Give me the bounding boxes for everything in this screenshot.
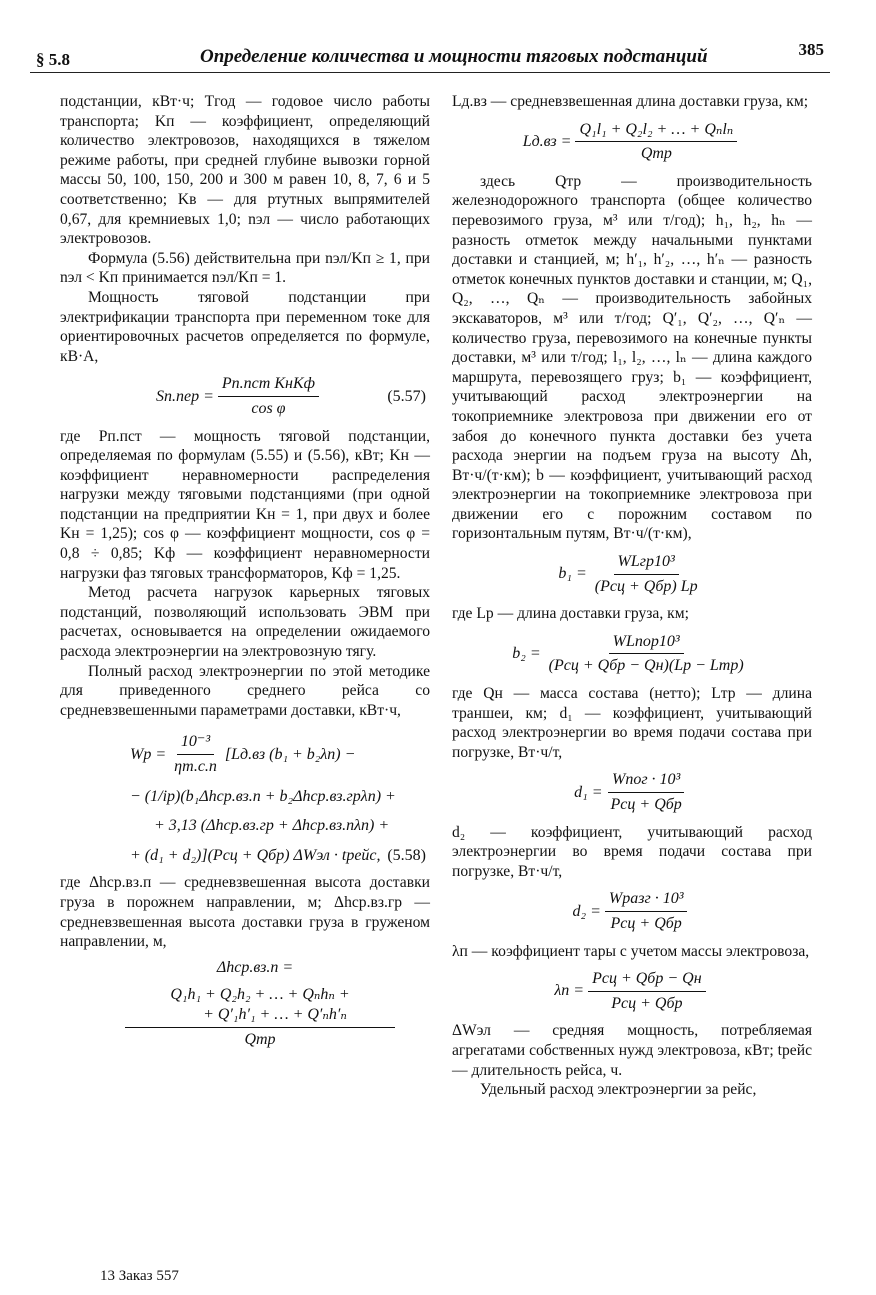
fraction — [545, 632, 748, 676]
equation-number: (5.57) — [387, 387, 426, 405]
denominator: ηт.с.п — [174, 758, 217, 775]
equation-5-57 — [60, 374, 430, 418]
numerator: WLпор10³ — [609, 632, 684, 655]
fraction — [60, 985, 430, 1049]
paragraph: Полный расход электроэнергии по этой методике для приведенного среднего рейса со средневзвешенными параметрами доставки, кВт·ч, — [60, 662, 430, 719]
fraction — [170, 732, 221, 776]
equation-term: + (d₁ + d₂)](Pсц + Qбр) ΔWэл · tрейс, — [130, 846, 381, 864]
paragraph: подстанции, кВт·ч; Tгод — годовое число работы транспорта; Kп — коэффициент, определяющий количество электровозов, находящихся в тяжелом режиме работы, при средней глубине вывозки горной массы 50, 100, 150, 200 и 300 м равен 10, 8, 7, 6 и 5 соответственно; Kв — для ртутных выпрямителей 0,67, для кремниевых 1,0; nэл — число работающих электровозов. — [60, 93, 430, 248]
fraction — [605, 889, 688, 933]
equation-b2 — [452, 632, 812, 676]
equation-lhs: d₂ = — [572, 902, 601, 920]
equation-delta-h — [60, 958, 430, 1049]
fraction — [575, 120, 737, 164]
equation-line: − (1/iр)(b₁Δhср.вз.п + b₂Δhср.вз.грλп) + — [130, 787, 396, 805]
numerator-line: Q₁h₁ + Q₂h₂ + … + Qₙhₙ + — [170, 986, 350, 1004]
equation-lambda — [452, 969, 812, 1013]
denominator: Pсц + Qбр — [611, 994, 683, 1012]
numerator: Q₁l₁ + Q₂l₂ + … + Qₙlₙ — [575, 120, 737, 143]
numerator: Wразг · 10³ — [605, 889, 688, 912]
equation-number: (5.58) — [387, 846, 426, 864]
equation-term: [Lд.вз (b₁ + b₂λп) − — [224, 745, 356, 763]
numerator-line: + Q′₁h′₁ + … + Q′ₙh′ₙ — [203, 1005, 347, 1023]
denominator: Qтр — [244, 1030, 276, 1048]
numerator: Pсц + Qбр − Qн — [588, 969, 706, 992]
header-title: Определение количества и мощности тяговых подстанций — [200, 46, 708, 67]
paragraph: где Lр — длина доставки груза, км; — [452, 605, 689, 623]
page-footer: 13 Заказ 557 — [100, 1268, 179, 1284]
denominator: cos φ — [251, 399, 286, 417]
equation-line — [130, 846, 430, 866]
equation-lhs: Sп.пер = — [156, 387, 214, 405]
page-number: 385 — [798, 40, 824, 59]
running-header — [30, 30, 830, 73]
denominator: Pсц + Qбр — [610, 796, 682, 813]
equation-L — [452, 120, 812, 164]
denominator: (Pсц + Qбр − Qн)(Lр − Lтр) — [548, 657, 744, 675]
equation-lhs: Lд.вз = — [522, 132, 572, 150]
equation-lhs: Wр = — [130, 745, 167, 763]
numerator: WLгр10³ — [614, 552, 679, 575]
left-column — [60, 92, 430, 1049]
numerator: Wпог · 10³ — [608, 770, 684, 793]
paragraph: d₂ — коэффициент, учитывающий расход электроэнергии во время подачи состава при погрузке, Вт·ч/т, — [452, 823, 812, 880]
equation-5-58 — [130, 732, 430, 865]
denominator: Pсц + Qбр — [610, 914, 682, 932]
denominator: Qтр — [640, 145, 672, 163]
fraction — [591, 552, 702, 596]
fraction — [218, 374, 319, 418]
section-number: § 5.8 — [36, 50, 70, 69]
fraction-bar — [125, 1027, 395, 1028]
paragraph: Удельный расход электроэнергии за рейс, — [480, 1081, 757, 1099]
equation-d2 — [452, 889, 812, 933]
paragraph: где Pп.пст — мощность тяговой подстанции, определяемая по формулам (5.55) и (5.56), кВт; Kн — коэффициент неравномерности распределения нагрузки между тяговыми подстанциями (при одной подстанции на предприятии Kн = 1, при двух и более Kн = 1,25); cos φ — коэффициент мощности, cos φ = 0,8 ÷ 0,85; Kф — коэффициент неравномерности нагрузки фаз тяговых трансформаторов, Kф = 1,25. — [60, 427, 430, 582]
paragraph: Формула (5.56) действительна при nэл/Kп ≥ 1, при nэл < Kп принимается nэл/Kп = 1. — [60, 249, 430, 287]
paragraph: Метод расчета нагрузок карьерных тяговых подстанций, позволяющий использовать ЭВМ при расчетах, основывается на определении ожидаемого расхода электроэнергии на электровозную тягу. — [60, 584, 430, 661]
numerator: Pп.пст KнKф — [218, 374, 319, 397]
paragraph: Мощность тяговой подстанции при электрификации транспорта при переменном токе для ориентировочных расчетов определяется по формуле, кВ·А, — [60, 288, 430, 365]
equation-lhs: Δhср.вз.п = — [216, 958, 294, 976]
equation-d1 — [452, 770, 812, 814]
paragraph: где Qн — масса состава (нетто); Lтр — длина траншеи, км; d₁ — коэффициент, учитывающий расход электроэнергии во время подачи состава при погрузке, Вт·ч/т, — [452, 685, 812, 761]
numerator: 10⁻³ — [177, 732, 214, 755]
paragraph: λп — коэффициент тары с учетом массы электровоза, — [452, 942, 810, 960]
denominator: (Pсц + Qбр) Lр — [594, 577, 698, 595]
fraction — [607, 770, 686, 814]
equation-line — [130, 732, 430, 776]
equation-lhs: b₂ = — [512, 645, 541, 663]
fraction — [588, 969, 706, 1013]
paragraph: здесь Qтр — производительность железнодорожного транспорта (общее количество перевозимого груза, м³ или т/год); h₁, h₂, hₙ — разность отметок между начальными пунктами доставки и станцией, м; h′₁, h′₂, …, h′ₙ — разность отметок конечных пунктов доставки и станции, м; Q₁, Q₂, …, Qₙ — производительность забойных экскаваторов, м³ или т/год; Q′₁, Q′₂, …, Q′ₙ — количество груза, перевозимого на конечные пункты доставки, м³ или т/год; l₁, l₂, …, lₙ — длина каждого маршрута, перевозящего груз; b₁ — коэффициент, учитывающий расход электроэнергии на токоприемнике электровоза при движении его от забоя до конечного пункта доставки без учета расхода энергии на подъем груза на высоту Δh, Вт·ч/(т·км); b — коэффициент, учитывающий расход электроэнергии на токоприемнике электровоза при движении его с порожним составом по горизонтальным путям, Вт·ч/(т·км), — [452, 172, 812, 543]
equation-b1 — [452, 552, 812, 596]
equation-line: + 3,13 (Δhср.вз.гр + Δhср.вз.пλп) + — [154, 817, 390, 835]
equation-lhs: d₁ = — [574, 783, 603, 801]
equation-lhs: λп = — [554, 982, 585, 1000]
paragraph: ΔWэл — средняя мощность, потребляемая агрегатами собственных нужд электровоза, кВт; tрейс — длительность рейса, ч. — [452, 1022, 812, 1079]
right-column — [452, 92, 812, 1100]
paragraph: Lд.вз — средневзвешенная длина доставки груза, км; — [452, 93, 809, 110]
paragraph: где Δhср.вз.п — средневзвешенная высота доставки груза в порожнем направлении, м; Δhср.вз.гр — средневзвешенная высота доставки груза в груженом направлении, м, — [60, 874, 430, 951]
equation-lhs: b₁ = — [558, 565, 587, 583]
